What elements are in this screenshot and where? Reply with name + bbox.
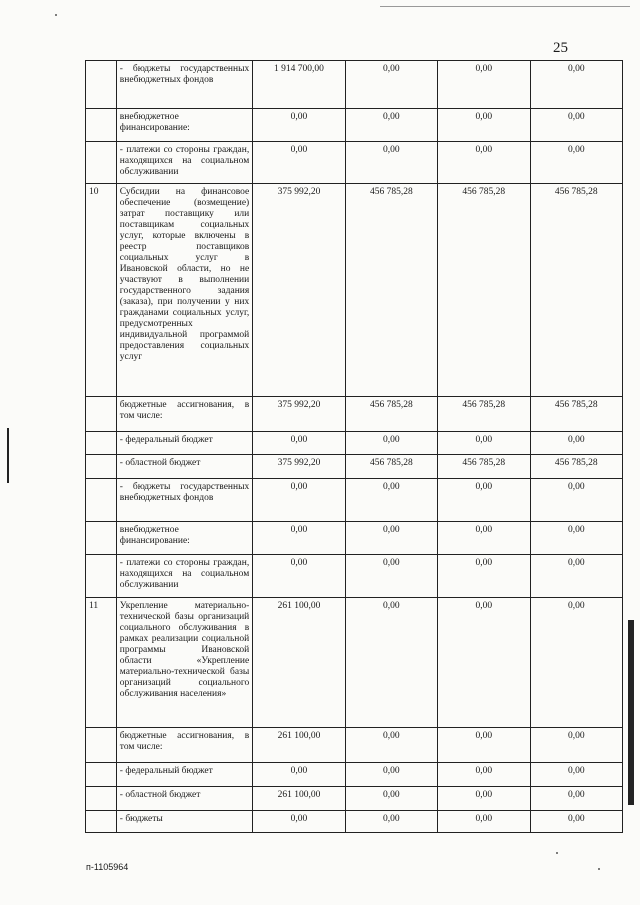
binder-edge-mark xyxy=(7,428,9,483)
row-number xyxy=(86,109,117,142)
value-cell: 0,00 xyxy=(345,142,437,184)
value-cell: 456 785,28 xyxy=(345,184,437,397)
value-cell: 0,00 xyxy=(253,763,345,787)
value-cell: 456 785,28 xyxy=(438,455,530,479)
row-number xyxy=(86,522,117,555)
scan-top-line xyxy=(380,6,630,7)
value-cell: 0,00 xyxy=(253,142,345,184)
row-name: бюджетные ассигнования, в том числе: xyxy=(116,397,252,432)
row-name: внебюджетное финансирование: xyxy=(116,109,252,142)
value-cell: 0,00 xyxy=(345,555,437,598)
row-name: бюджетные ассигнования, в том числе: xyxy=(116,728,252,763)
row-name: - платежи со стороны граждан, находящихся на социальном обслуживании xyxy=(116,142,252,184)
value-cell: 0,00 xyxy=(253,432,345,455)
value-cell: 0,00 xyxy=(345,811,437,833)
value-cell: 0,00 xyxy=(530,61,623,109)
value-cell: 0,00 xyxy=(345,763,437,787)
row-name: Укрепление материально-технической базы организаций социального обслуживания в рамках реализации социальной программы Ивановской области «Укрепление материально-технической базы организаций социального обслуживания населения» xyxy=(116,598,252,728)
value-cell: 0,00 xyxy=(438,522,530,555)
value-cell: 456 785,28 xyxy=(530,397,623,432)
row-name: - областной бюджет xyxy=(116,455,252,479)
value-cell: 0,00 xyxy=(253,522,345,555)
value-cell: 0,00 xyxy=(345,522,437,555)
value-cell: 0,00 xyxy=(253,479,345,522)
table-row xyxy=(86,142,623,184)
table-row xyxy=(86,109,623,142)
value-cell: 0,00 xyxy=(438,432,530,455)
value-cell: 456 785,28 xyxy=(530,455,623,479)
row-number: 11 xyxy=(86,598,117,728)
value-cell: 0,00 xyxy=(438,61,530,109)
value-cell: 456 785,28 xyxy=(438,184,530,397)
value-cell: 0,00 xyxy=(438,763,530,787)
row-number xyxy=(86,61,117,109)
value-cell: 0,00 xyxy=(530,598,623,728)
table-row xyxy=(86,432,623,455)
value-cell: 0,00 xyxy=(438,728,530,763)
row-name: - федеральный бюджет xyxy=(116,432,252,455)
value-cell: 0,00 xyxy=(253,109,345,142)
value-cell: 0,00 xyxy=(530,728,623,763)
table-row xyxy=(86,397,623,432)
row-name: внебюджетное финансирование: xyxy=(116,522,252,555)
row-number xyxy=(86,811,117,833)
row-number xyxy=(86,142,117,184)
table-row xyxy=(86,61,623,109)
value-cell: 0,00 xyxy=(438,109,530,142)
scan-speck xyxy=(556,852,558,854)
table-row xyxy=(86,522,623,555)
value-cell: 0,00 xyxy=(530,479,623,522)
row-number xyxy=(86,763,117,787)
value-cell: 0,00 xyxy=(530,787,623,811)
value-cell: 0,00 xyxy=(530,811,623,833)
value-cell: 0,00 xyxy=(345,728,437,763)
value-cell: 0,00 xyxy=(253,811,345,833)
table-row xyxy=(86,455,623,479)
value-cell: 0,00 xyxy=(345,432,437,455)
value-cell: 456 785,28 xyxy=(530,184,623,397)
value-cell: 261 100,00 xyxy=(253,728,345,763)
value-cell: 0,00 xyxy=(345,479,437,522)
row-name: - бюджеты xyxy=(116,811,252,833)
value-cell: 375 992,20 xyxy=(253,184,345,397)
binder-edge-mark xyxy=(628,620,634,805)
table-row xyxy=(86,763,623,787)
value-cell: 0,00 xyxy=(530,522,623,555)
row-number: 10 xyxy=(86,184,117,397)
value-cell: 261 100,00 xyxy=(253,787,345,811)
scan-speck xyxy=(598,868,600,870)
value-cell: 0,00 xyxy=(438,598,530,728)
value-cell: 1 914 700,00 xyxy=(253,61,345,109)
row-name: - федеральный бюджет xyxy=(116,763,252,787)
row-name: - бюджеты государственных внебюджетных фондов xyxy=(116,479,252,522)
table-row xyxy=(86,787,623,811)
table-row xyxy=(86,479,623,522)
value-cell: 0,00 xyxy=(530,432,623,455)
value-cell: 375 992,20 xyxy=(253,455,345,479)
value-cell: 0,00 xyxy=(438,787,530,811)
value-cell: 261 100,00 xyxy=(253,598,345,728)
value-cell: 0,00 xyxy=(253,555,345,598)
value-cell: 0,00 xyxy=(345,61,437,109)
value-cell: 0,00 xyxy=(438,479,530,522)
document-code: п-1105964 xyxy=(86,862,129,872)
table-row xyxy=(86,555,623,598)
value-cell: 456 785,28 xyxy=(345,455,437,479)
row-name: - платежи со стороны граждан, находящихся на социальном обслуживании xyxy=(116,555,252,598)
row-name: - областной бюджет xyxy=(116,787,252,811)
value-cell: 0,00 xyxy=(530,142,623,184)
scan-speck xyxy=(55,14,57,16)
value-cell: 0,00 xyxy=(438,555,530,598)
value-cell: 0,00 xyxy=(345,598,437,728)
value-cell: 456 785,28 xyxy=(345,397,437,432)
row-number xyxy=(86,397,117,432)
row-number xyxy=(86,728,117,763)
table-row xyxy=(86,184,623,397)
row-number xyxy=(86,479,117,522)
table-row xyxy=(86,728,623,763)
value-cell: 0,00 xyxy=(530,763,623,787)
value-cell: 0,00 xyxy=(438,811,530,833)
value-cell: 0,00 xyxy=(345,787,437,811)
value-cell: 0,00 xyxy=(530,555,623,598)
table-row xyxy=(86,811,623,833)
row-number xyxy=(86,787,117,811)
value-cell: 375 992,20 xyxy=(253,397,345,432)
row-name: Субсидии на финансовое обеспечение (возмещение) затрат поставщику или поставщикам социальных услуг, которые включены в реестр поставщиков социальных услуг в Ивановской области, но не участвуют в выполнении государственного задания (заказа), при получении у них гражданами социальных услуг, предусмотренных индивидуальной программой предоставления социальных услуг xyxy=(116,184,252,397)
budget-table xyxy=(85,60,623,833)
row-number xyxy=(86,455,117,479)
value-cell: 0,00 xyxy=(345,109,437,142)
value-cell: 456 785,28 xyxy=(438,397,530,432)
page-number: 25 xyxy=(553,40,568,56)
row-number xyxy=(86,432,117,455)
table-row xyxy=(86,598,623,728)
row-number xyxy=(86,555,117,598)
value-cell: 0,00 xyxy=(530,109,623,142)
value-cell: 0,00 xyxy=(438,142,530,184)
row-name: - бюджеты государственных внебюджетных фондов xyxy=(116,61,252,109)
